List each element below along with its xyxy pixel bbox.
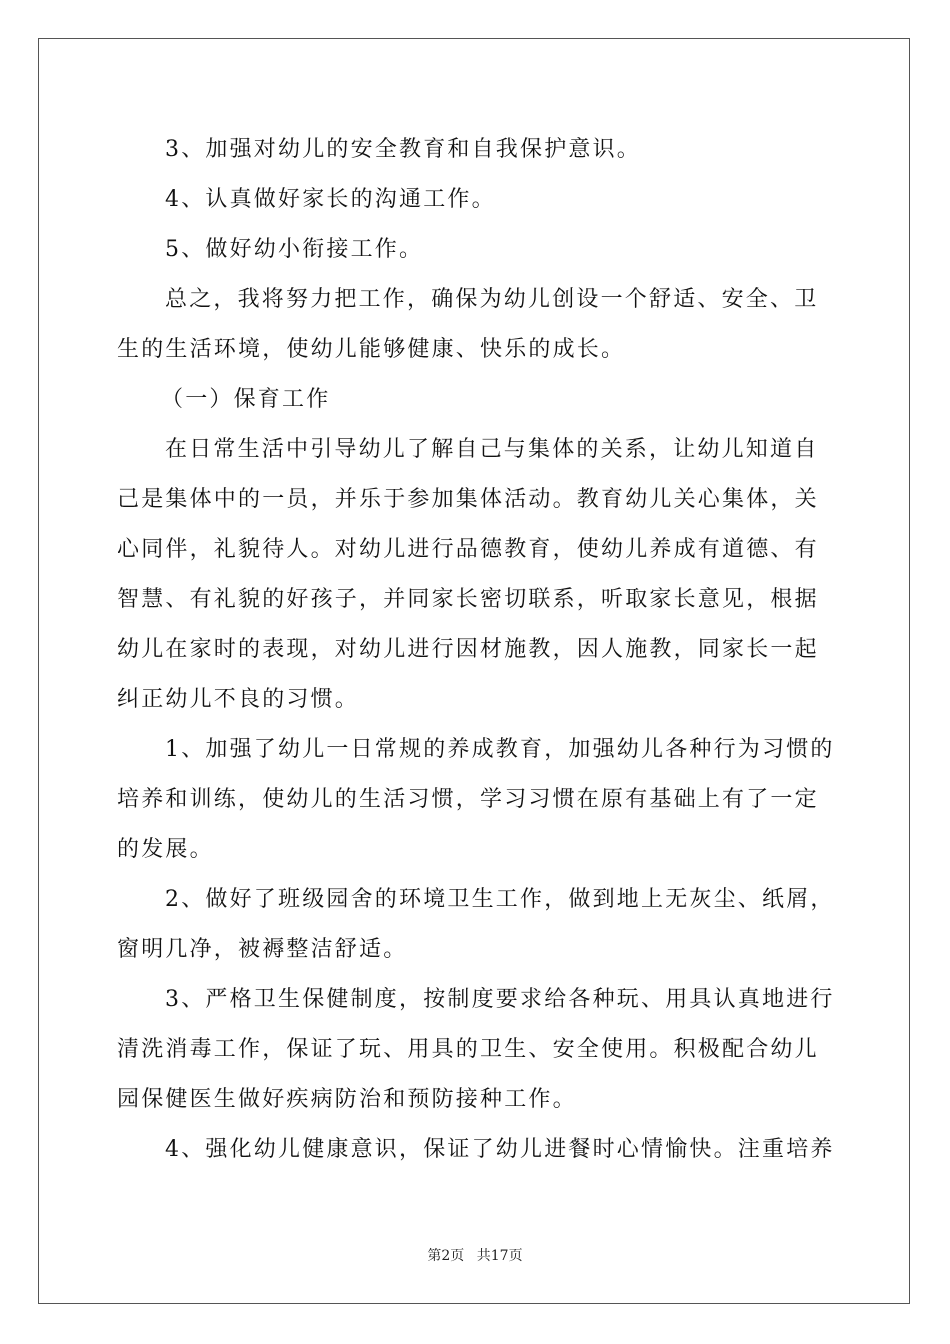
paragraph-1: 3、加强对幼儿的安全教育和自我保护意识。 <box>165 137 641 162</box>
page-number: 第2页 <box>427 1248 465 1264</box>
page-total: 共17页 <box>476 1248 523 1264</box>
paragraph-9: 3、严格卫生保健制度，按制度要求给各种玩、用具认真地进行清洗消毒工作，保证了玩、用具的卫生、安全使用。积极配合幼儿园保健医生做好疾病防治和预防接种工作。 <box>117 987 835 1112</box>
paragraph-6: 在日常生活中引导幼儿了解自己与集体的关系，让幼儿知道自己是集体中的一员，并乐于参加集体活动。教育幼儿关心集体，关心同伴，礼貌待人。对幼儿进行品德教育，使幼儿养成有道德、有智慧、有礼貌的好孩子，并同家长密切联系，听取家长意见，根据幼儿在家时的表现，对幼儿进行因材施教，因人施教，同家长一起纠正幼儿不良的习惯。 <box>117 437 819 712</box>
section-heading: （一）保育工作 <box>161 387 331 412</box>
page-footer <box>0 1245 950 1265</box>
paragraph-8: 2、做好了班级园舍的环境卫生工作，做到地上无灰尘、纸屑，窗明几净，被褥整洁舒适。 <box>117 887 835 962</box>
paragraph-2: 4、认真做好家长的沟通工作。 <box>165 187 496 212</box>
paragraph-7: 1、加强了幼儿一日常规的养成教育，加强幼儿各种行为习惯的培养和训练，使幼儿的生活习惯，学习习惯在原有基础上有了一定的发展。 <box>117 737 835 862</box>
paragraph-4: 总之，我将努力把工作，确保为幼儿创设一个舒适、安全、卫生的生活环境，使幼儿能够健康、快乐的成长。 <box>117 287 819 362</box>
paragraph-3: 5、做好幼小衔接工作。 <box>165 237 424 262</box>
paragraph-10: 4、强化幼儿健康意识，保证了幼儿进餐时心情愉快。注重培养 <box>165 1137 835 1162</box>
document-body <box>117 125 835 1175</box>
